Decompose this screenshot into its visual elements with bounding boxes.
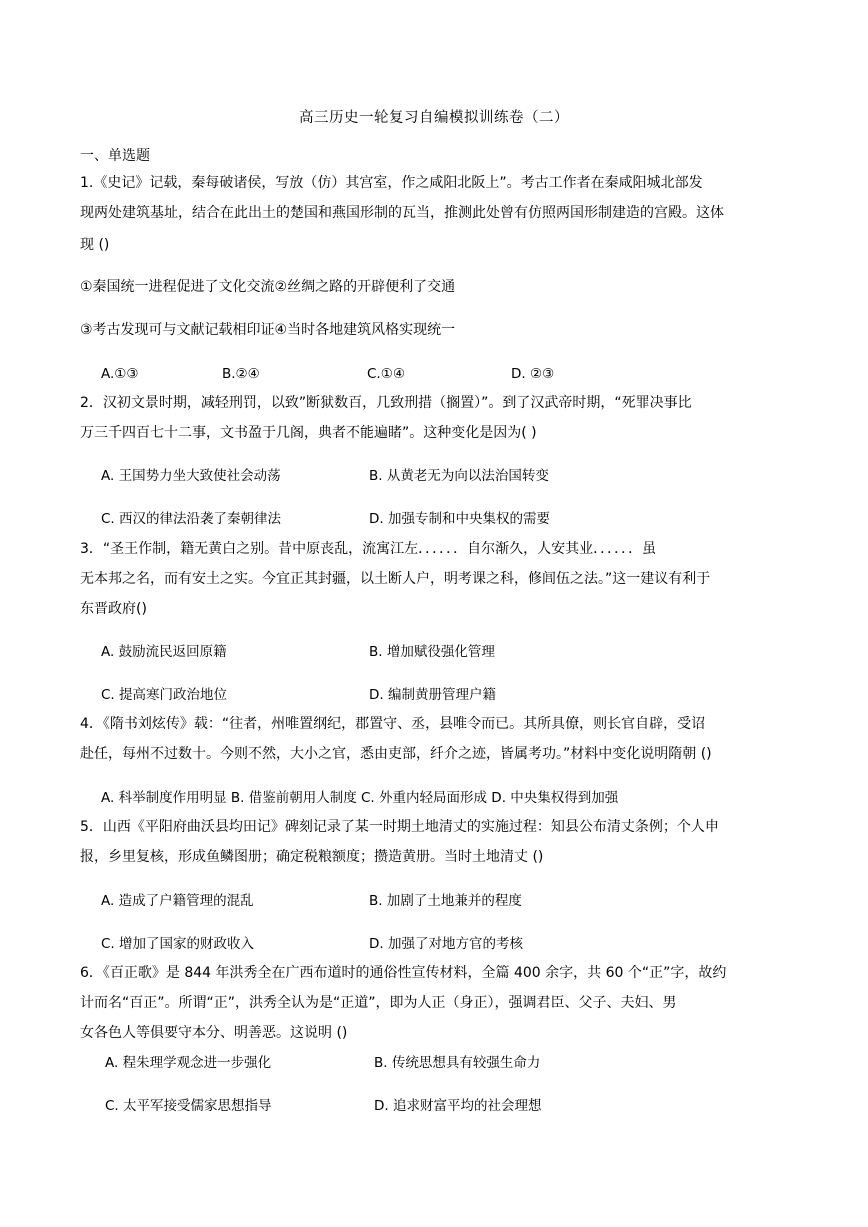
question-2-option-d: D. 加强专制和中央集权的需要 bbox=[369, 511, 550, 527]
question-1-option-c: C.①④ bbox=[367, 366, 405, 382]
question-4-options: A. 科举制度作用明显 B. 借鉴前朝用人制度 C. 外重内轻局面形成 D. 中央集权得到加强 bbox=[101, 790, 619, 806]
question-6-option-a: A. 程朱理学观念进一步强化 bbox=[105, 1055, 272, 1071]
question-1-line-1: 1.《史记》记载，秦每破诸侯，写放（仿）其宫室，作之咸阳北阪上”。考古工作者在秦咸阳城北部发 bbox=[80, 175, 703, 191]
question-1-line-3: 现 () bbox=[80, 237, 110, 253]
question-6-line-2: 计而名“百正”。所谓“正”，洪秀全认为是“正道”，即为人正（身正），强调君臣、父子、夫妇、男 bbox=[80, 995, 677, 1011]
question-3-option-d: D. 编制黄册管理户籍 bbox=[369, 687, 496, 703]
question-5-line-2: 报，乡里复核，形成鱼鳞图册；确定税粮额度；攒造黄册。当时土地清丈 () bbox=[80, 849, 544, 865]
question-6-line-3: 女各色人等俱要守本分、明善恶。这说明 () bbox=[80, 1025, 348, 1041]
question-5-option-a: A. 造成了户籍管理的混乱 bbox=[101, 893, 254, 909]
section-heading: 一、单选题 bbox=[80, 148, 150, 164]
question-1-option-b: B.②④ bbox=[222, 366, 260, 382]
question-1-line-2: 现两处建筑基址，结合在此出土的楚国和燕国形制的瓦当，推测此处曾有仿照两国形制建造的宫殿。这体 bbox=[80, 205, 724, 221]
question-6-option-d: D. 追求财富平均的社会理想 bbox=[374, 1098, 542, 1114]
question-2-option-a: A. 王国势力坐大致使社会动荡 bbox=[101, 468, 281, 484]
question-1-option-a: A.①③ bbox=[101, 366, 139, 382]
question-2-option-b: B. 从黄老无为向以法治国转变 bbox=[369, 468, 549, 484]
question-4-line-1: 4．《隋书刘炫传》载：“往者，州唯置纲纪，郡置守、丞，县唯令而已。其所具僚，则长官自辟，受诏 bbox=[80, 716, 706, 732]
question-6-option-c: C. 太平军接受儒家思想指导 bbox=[105, 1098, 272, 1114]
question-1-statement-2: ③考古发现可与文献记载相印证④当时各地建筑风格实现统一 bbox=[80, 322, 456, 338]
question-2-line-2: 万三千四百七十二事，文书盈于几阁，典者不能遍睹”。这种变化是因为( ) bbox=[80, 425, 537, 441]
question-3-option-b: B. 增加赋役强化管理 bbox=[369, 644, 495, 660]
question-5-option-b: B. 加剧了土地兼并的程度 bbox=[369, 893, 522, 909]
question-1-option-d: D. ②③ bbox=[511, 366, 555, 382]
question-3-line-1: 3．“圣王作制，籍无黄白之别。昔中原丧乱，流寓江左．．．．．．自尔渐久，人安其业．．．．．．虽 bbox=[80, 541, 657, 557]
question-4-line-2: 赴任，每州不过数十。今则不然，大小之官，悉由吏部，纤介之迹，皆属考功。”材料中变化说明隋朝 () bbox=[80, 746, 712, 762]
question-3-line-3: 东晋政府() bbox=[80, 601, 147, 617]
question-6-option-b: B. 传统思想具有较强生命力 bbox=[374, 1055, 541, 1071]
question-2-option-c: C. 西汉的律法沿袭了秦朝律法 bbox=[101, 511, 282, 527]
question-5-line-1: 5．山西《平阳府曲沃县均田记》碑刻记录了某一时期土地清丈的实施过程：知县公布清丈条例；个人申 bbox=[80, 819, 719, 835]
question-5-option-d: D. 加强了对地方官的考核 bbox=[369, 936, 523, 952]
question-1-statement-1: ①秦国统一进程促进了文化交流②丝绸之路的开辟便利了交通 bbox=[80, 279, 456, 295]
question-3-option-a: A. 鼓励流民返回原籍 bbox=[101, 644, 227, 660]
question-3-option-c: C. 提高寒门政治地位 bbox=[101, 687, 228, 703]
question-2-line-1: 2．汉初文景时期，减轻刑罚，以致”断狱数百，几致刑措（搁置）”。到了汉武帝时期，“死罪决事比 bbox=[80, 395, 692, 411]
question-5-option-c: C. 增加了国家的财政收入 bbox=[101, 936, 255, 952]
page-title: 高三历史一轮复习自编模拟训练卷（二） bbox=[299, 110, 569, 126]
question-6-line-1: 6．《百正歌》是 844 年洪秀全在广西布道时的通俗性宣传材料，全篇 400 余字，共 60 个“正”字，故约 bbox=[80, 965, 727, 981]
question-3-line-2: 无本邦之名，而有安土之实。今宜正其封疆，以土断人户，明考课之科，修闾伍之法。”这一建议有利于 bbox=[80, 571, 711, 587]
